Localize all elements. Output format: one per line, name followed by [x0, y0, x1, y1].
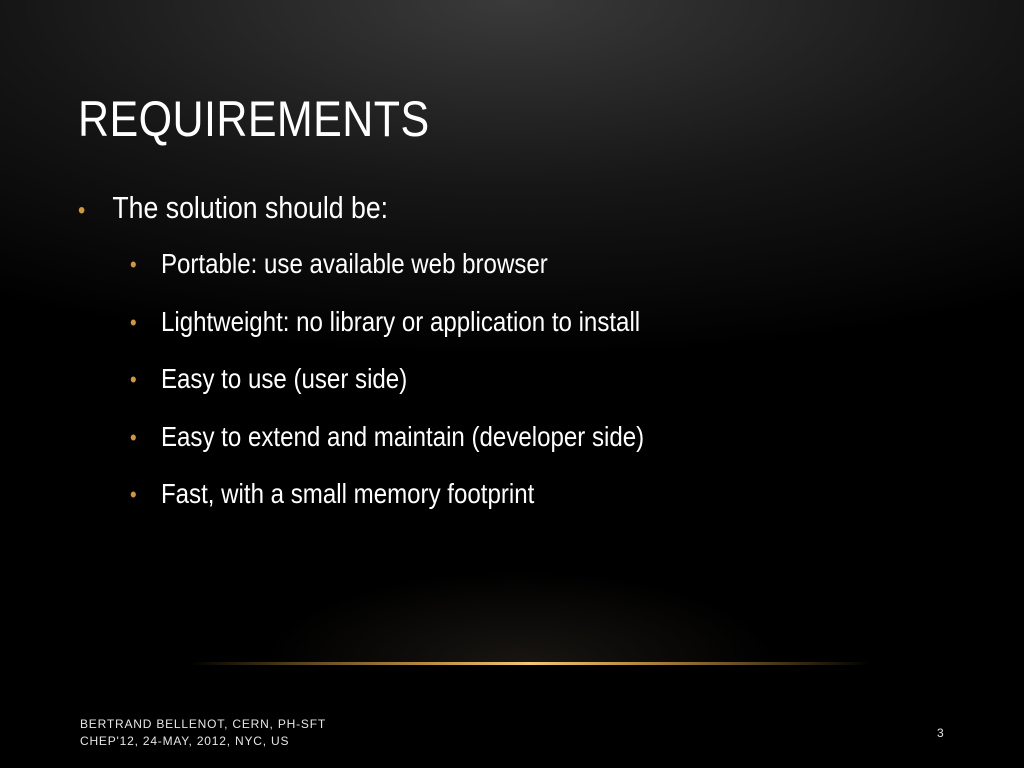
sub-bullet-text: Easy to extend and maintain (developer side) — [160, 420, 645, 452]
bullet-dot-icon: • — [130, 424, 137, 450]
footer-author: BERTRAND BELLENOT, CERN, PH-SFT — [80, 717, 326, 731]
bullet-item — [78, 190, 852, 230]
bullet-list — [78, 190, 978, 536]
decorative-gold-line — [190, 662, 870, 665]
bullet-dot-icon: • — [130, 252, 137, 277]
sub-bullet-list — [78, 248, 978, 536]
sub-bullet-text: Lightweight: no library or application to install — [160, 305, 641, 337]
bullet-dot-icon: • — [78, 197, 86, 224]
sub-bullet-item — [130, 478, 859, 536]
slide-title: REQUIREMENTS — [78, 91, 430, 147]
decorative-haze — [260, 570, 780, 665]
sub-bullet-item — [130, 421, 859, 479]
sub-bullet-item — [130, 248, 859, 306]
bullet-text: The solution should be: — [112, 190, 389, 225]
bullet-dot-icon: • — [130, 482, 137, 507]
bullet-dot-icon: • — [130, 367, 137, 392]
page-number: 3 — [937, 726, 944, 740]
sub-bullet-item — [130, 363, 859, 421]
sub-bullet-text: Easy to use (user side) — [160, 363, 408, 394]
sub-bullet-text: Fast, with a small memory footprint — [160, 478, 535, 509]
footer-event: CHEP'12, 24-MAY, 2012, NYC, US — [80, 734, 290, 748]
sub-bullet-item — [130, 306, 859, 364]
bullet-dot-icon: • — [130, 309, 137, 335]
sub-bullet-text: Portable: use available web browser — [160, 248, 548, 279]
footer — [80, 716, 326, 750]
